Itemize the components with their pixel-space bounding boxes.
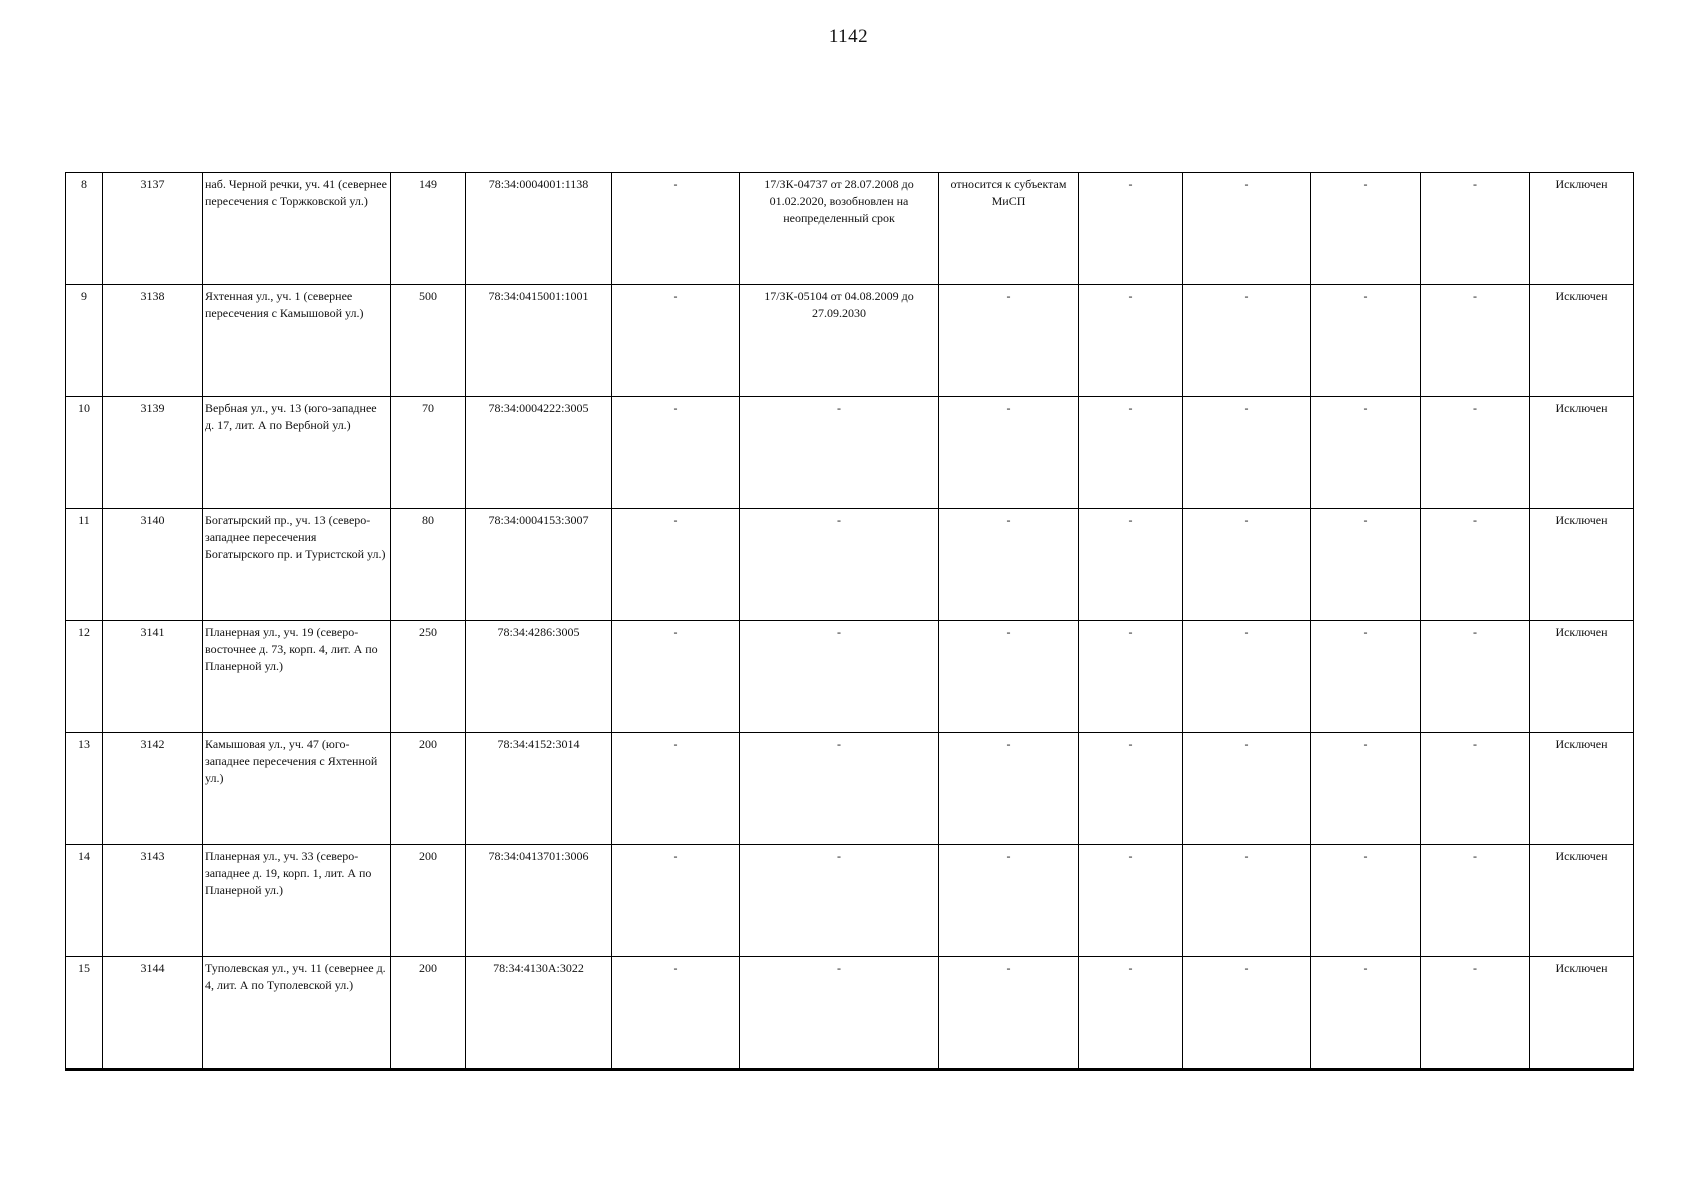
cell-col8: - xyxy=(939,845,1079,957)
cell-status: Исключен xyxy=(1530,397,1634,509)
cell-cadastral-number: 78:34:0413701:3006 xyxy=(466,845,612,957)
cell-col8: - xyxy=(939,621,1079,733)
cell-col11: - xyxy=(1311,397,1421,509)
cell-col6: - xyxy=(612,173,740,285)
cell-address: Туполевская ул., уч. 11 (севернее д. 4, лит. А по Туполевской ул.) xyxy=(203,957,391,1070)
cell-status: Исключен xyxy=(1530,733,1634,845)
table-row xyxy=(66,845,1634,957)
cell-col6: - xyxy=(612,621,740,733)
cell-col10: - xyxy=(1183,173,1311,285)
cell-col9: - xyxy=(1079,285,1183,397)
cell-area: 200 xyxy=(391,845,466,957)
cell-col12: - xyxy=(1421,509,1530,621)
cell-col8: - xyxy=(939,285,1079,397)
cell-address: Планерная ул., уч. 33 (северо-западнее д. 19, корп. 1, лит. А по Планерной ул.) xyxy=(203,845,391,957)
cell-area: 149 xyxy=(391,173,466,285)
cell-lease-agreement: - xyxy=(740,957,939,1070)
cell-col6: - xyxy=(612,397,740,509)
cell-col6: - xyxy=(612,509,740,621)
cell-lease-agreement: - xyxy=(740,397,939,509)
cell-col12: - xyxy=(1421,957,1530,1070)
cell-col8: - xyxy=(939,957,1079,1070)
table-row xyxy=(66,397,1634,509)
cell-object-id: 3141 xyxy=(103,621,203,733)
cell-col10: - xyxy=(1183,397,1311,509)
cell-object-id: 3139 xyxy=(103,397,203,509)
cell-col10: - xyxy=(1183,621,1311,733)
cell-address: Вербная ул., уч. 13 (юго-западнее д. 17, лит. А по Вербной ул.) xyxy=(203,397,391,509)
cell-col10: - xyxy=(1183,733,1311,845)
cell-col6: - xyxy=(612,957,740,1070)
cell-lease-agreement: - xyxy=(740,845,939,957)
table-row xyxy=(66,173,1634,285)
cell-col9: - xyxy=(1079,397,1183,509)
cell-cadastral-number: 78:34:4130А:3022 xyxy=(466,957,612,1070)
cell-col12: - xyxy=(1421,397,1530,509)
cell-col9: - xyxy=(1079,733,1183,845)
cell-col9: - xyxy=(1079,845,1183,957)
cell-object-id: 3138 xyxy=(103,285,203,397)
cell-col9: - xyxy=(1079,621,1183,733)
cell-col11: - xyxy=(1311,957,1421,1070)
table-row xyxy=(66,509,1634,621)
cell-col6: - xyxy=(612,733,740,845)
cell-object-id: 3144 xyxy=(103,957,203,1070)
cell-row-number: 12 xyxy=(66,621,103,733)
cell-col8: - xyxy=(939,509,1079,621)
cell-cadastral-number: 78:34:0004153:3007 xyxy=(466,509,612,621)
cell-col9: - xyxy=(1079,509,1183,621)
table-row xyxy=(66,621,1634,733)
cell-col12: - xyxy=(1421,621,1530,733)
cell-col11: - xyxy=(1311,733,1421,845)
cell-col8: - xyxy=(939,397,1079,509)
cell-row-number: 14 xyxy=(66,845,103,957)
cell-cadastral-number: 78:34:0004222:3005 xyxy=(466,397,612,509)
cell-cadastral-number: 78:34:0415001:1001 xyxy=(466,285,612,397)
cell-col11: - xyxy=(1311,621,1421,733)
cell-area: 200 xyxy=(391,957,466,1070)
cell-address: Планерная ул., уч. 19 (северо-восточнее д. 73, корп. 4, лит. А по Планерной ул.) xyxy=(203,621,391,733)
cell-col10: - xyxy=(1183,957,1311,1070)
cell-col12: - xyxy=(1421,845,1530,957)
cell-cadastral-number: 78:34:0004001:1138 xyxy=(466,173,612,285)
cell-area: 500 xyxy=(391,285,466,397)
cell-object-id: 3140 xyxy=(103,509,203,621)
cell-status: Исключен xyxy=(1530,845,1634,957)
cell-col11: - xyxy=(1311,845,1421,957)
cell-object-id: 3142 xyxy=(103,733,203,845)
cell-col6: - xyxy=(612,285,740,397)
cell-col10: - xyxy=(1183,845,1311,957)
cell-status: Исключен xyxy=(1530,509,1634,621)
cell-address: наб. Черной речки, уч. 41 (севернее пересечения с Торжковской ул.) xyxy=(203,173,391,285)
cell-lease-agreement: 17/ЗК-04737 от 28.07.2008 до 01.02.2020, возобновлен на неопределенный срок xyxy=(740,173,939,285)
cell-col11: - xyxy=(1311,285,1421,397)
cell-col11: - xyxy=(1311,173,1421,285)
cell-cadastral-number: 78:34:4152:3014 xyxy=(466,733,612,845)
table-body xyxy=(66,173,1634,1070)
cell-address: Камышовая ул., уч. 47 (юго-западнее пересечения с Яхтенной ул.) xyxy=(203,733,391,845)
cell-col9: - xyxy=(1079,173,1183,285)
cell-col8: относится к субъектам МиСП xyxy=(939,173,1079,285)
cell-col6: - xyxy=(612,845,740,957)
cell-area: 70 xyxy=(391,397,466,509)
cell-row-number: 8 xyxy=(66,173,103,285)
page-number: 1142 xyxy=(828,26,869,47)
cell-status: Исключен xyxy=(1530,285,1634,397)
cell-area: 80 xyxy=(391,509,466,621)
table-row xyxy=(66,733,1634,845)
table-row xyxy=(66,957,1634,1070)
cell-lease-agreement: - xyxy=(740,509,939,621)
cell-lease-agreement: - xyxy=(740,733,939,845)
cell-row-number: 15 xyxy=(66,957,103,1070)
cell-lease-agreement: - xyxy=(740,621,939,733)
cell-address: Яхтенная ул., уч. 1 (севернее пересечения с Камышовой ул.) xyxy=(203,285,391,397)
cell-status: Исключен xyxy=(1530,173,1634,285)
cell-row-number: 10 xyxy=(66,397,103,509)
cell-area: 250 xyxy=(391,621,466,733)
cell-row-number: 11 xyxy=(66,509,103,621)
cell-col12: - xyxy=(1421,173,1530,285)
cell-col11: - xyxy=(1311,509,1421,621)
cell-col10: - xyxy=(1183,509,1311,621)
cell-row-number: 9 xyxy=(66,285,103,397)
cell-col8: - xyxy=(939,733,1079,845)
cell-cadastral-number: 78:34:4286:3005 xyxy=(466,621,612,733)
cell-object-id: 3143 xyxy=(103,845,203,957)
registry-table xyxy=(65,172,1634,1071)
cell-col10: - xyxy=(1183,285,1311,397)
cell-col9: - xyxy=(1079,957,1183,1070)
cell-address: Богатырский пр., уч. 13 (северо-западнее пересечения Богатырского пр. и Туристской ул.) xyxy=(203,509,391,621)
cell-row-number: 13 xyxy=(66,733,103,845)
cell-status: Исключен xyxy=(1530,621,1634,733)
cell-status: Исключен xyxy=(1530,957,1634,1070)
table-row xyxy=(66,285,1634,397)
cell-area: 200 xyxy=(391,733,466,845)
cell-lease-agreement: 17/ЗК-05104 от 04.08.2009 до 27.09.2030 xyxy=(740,285,939,397)
cell-object-id: 3137 xyxy=(103,173,203,285)
cell-col12: - xyxy=(1421,285,1530,397)
cell-col12: - xyxy=(1421,733,1530,845)
